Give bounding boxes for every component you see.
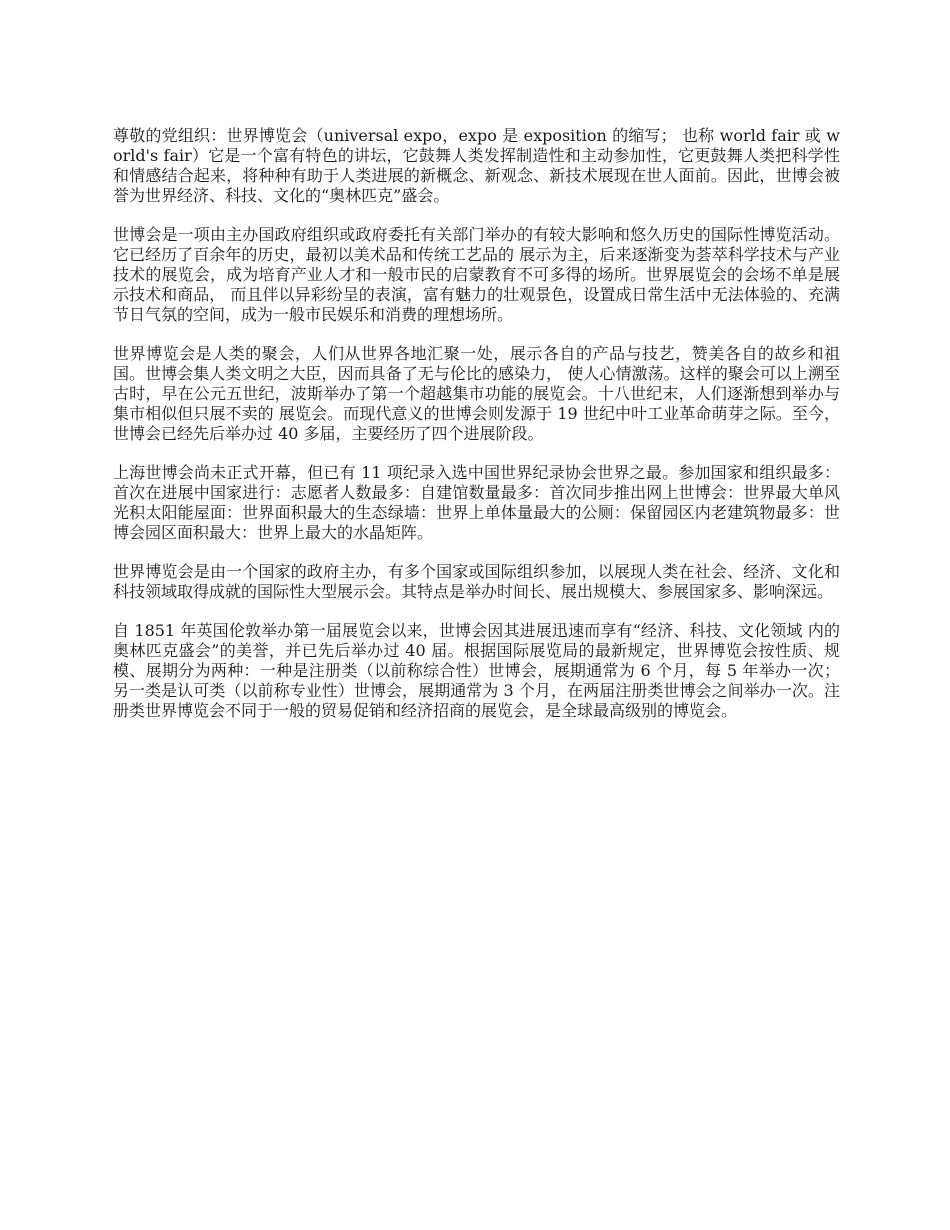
document-body [113, 126, 840, 740]
paragraph-5: 世界博览会是由一个国家的政府主办，有多个国家或国际组织参加，以展现人类在社会、经济、文化和科技领域取得成就的国际性大型展示会。其特点是举办时间长、展出规模大、参展国家多、影响深远。 [113, 562, 840, 601]
paragraph-4: 上海世博会尚未正式开幕，但已有 11 项纪录入选中国世界纪录协会世界之最。参加国家和组织最多：首次在进展中国家进行：志愿者人数最多：自建馆数量最多：首次同步推出网上世博会：世界最大单风光积太阳能屋面：世界面积最大的生态绿墙：世界上单体量最大的公厕：保留园区内老建筑物最多：世博会园区面积最大：世界上最大的水晶矩阵。 [113, 463, 840, 542]
paragraph-2: 世博会是一项由主办国政府组织或政府委托有关部门举办的有较大影响和悠久历史的国际性博览活动。它已经历了百余年的历史，最初以美术品和传统工艺品的 展示为主，后来逐渐变为荟萃科学技术与产业技术的展览会，成为培育产业人才和一般市民的启蒙教育不可多得的场所。世界展览会的会场不单是展示技术和商品， 而且伴以异彩纷呈的表演，富有魅力的壮观景色，设置成日常生活中无法体验的、充满节日气氛的空间，成为一般市民娱乐和消费的理想场所。 [113, 225, 840, 324]
paragraph-6: 自 1851 年英国伦敦举办第一届展览会以来，世博会因其进展迅速而享有“经济、科技、文化领域 内的奥林匹克盛会”的美誉，并已先后举办过 40 届。根据国际展览局的最新规定，世界博览会按性质、规模、展期分为两种：一种是注册类（以前称综合性）世博会，展期通常为 6 个月，每 5 年举办一次；另一类是认可类（以前称专业性）世博会，展期通常为 3 个月，在两届注册类世博会之间举办一次。注册类世界博览会不同于一般的贸易促销和经济招商的展览会，是全球最高级别的博览会。 [113, 621, 840, 720]
paragraph-3: 世界博览会是人类的聚会，人们从世界各地汇聚一处，展示各自的产品与技艺，赞美各自的故乡和祖国。世博会集人类文明之大臣，因而具备了无与伦比的感染力， 使人心情激荡。这样的聚会可以上溯至古时，早在公元五世纪，波斯举办了第一个超越集市功能的展览会。十八世纪末，人们逐渐想到举办与集市相似但只展不卖的 展览会。而现代意义的世博会则发源于 19 世纪中叶工业革命萌芽之际。至今，世博会已经先后举办过 40 多届，主要经历了四个进展阶段。 [113, 344, 840, 443]
paragraph-1: 尊敬的党组织：世界博览会（universal expo，expo 是 exposition 的缩写； 也称 world fair 或 world's fair）它是一个富有特色的讲坛，它鼓舞人类发挥制造性和主动参加性，它更鼓舞人类把科学性和情感结合起来，将种种有助于人类进展的新概念、新观念、新技术展现在世人面前。因此，世博会被誉为世界经济、科技、文化的“奥林匹克”盛会。 [113, 126, 840, 205]
